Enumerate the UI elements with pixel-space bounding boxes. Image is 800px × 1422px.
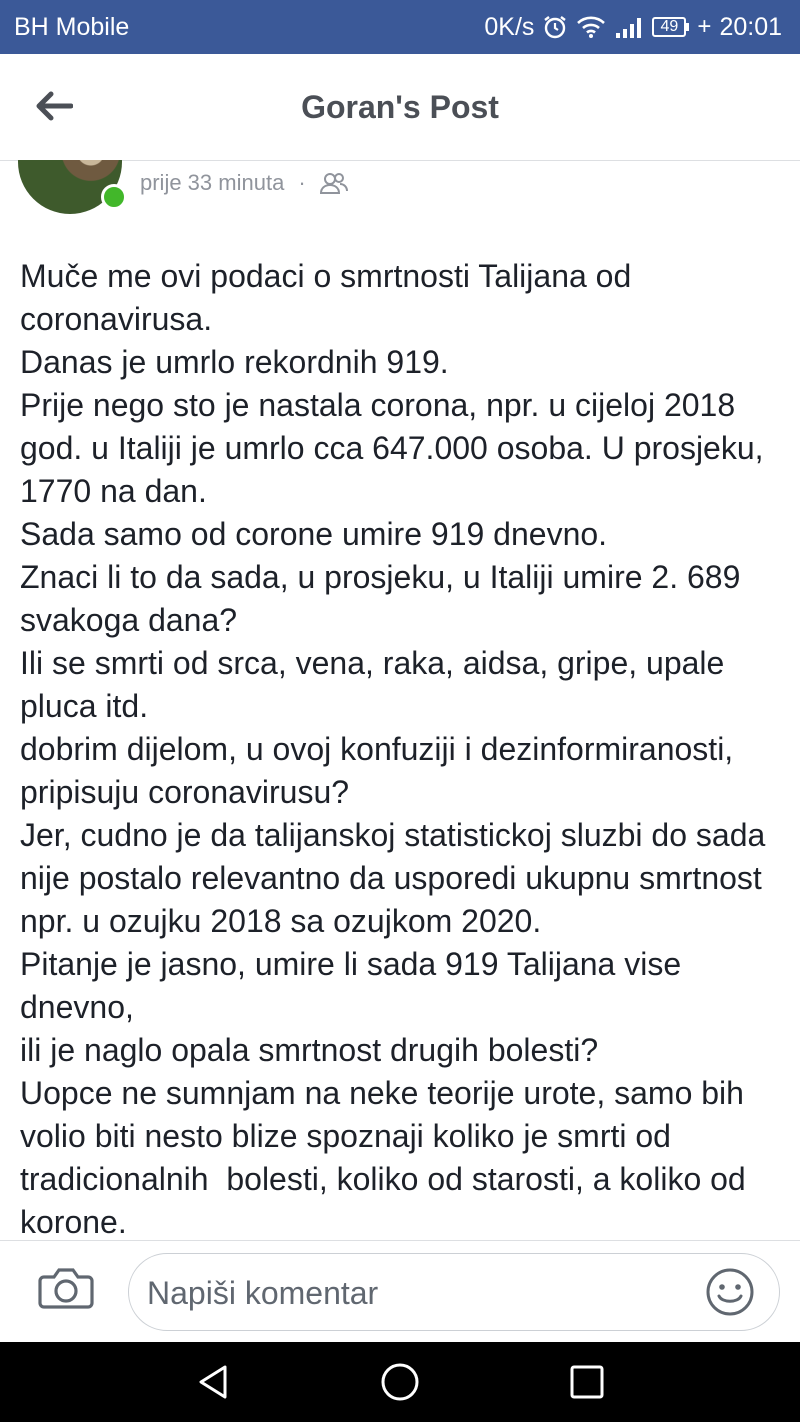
post-paragraph: Pitanje je jasno, umire li sada 919 Talijana vise dnevno, — [20, 946, 691, 1025]
post-paragraph: Sada samo od corone umire 919 dnevno. — [20, 516, 608, 552]
post-paragraph: Jer, cudno je da talijanskoj statistickoj sluzbi do sada nije postalo relevantno da usporedi ukupnu smrtnost npr. u ozujku 2018 sa ozujkom 2020. — [20, 817, 775, 939]
system-nav-bar — [0, 1342, 800, 1422]
clock: 20:01 — [719, 12, 782, 41]
camera-button[interactable] — [38, 1265, 98, 1317]
post-paragraph: Ili se smrti od srca, vena, raka, aidsa, gripe, upale pluca itd. — [20, 645, 734, 724]
status-icons — [484, 13, 782, 42]
post-paragraph: Uopce ne sumnjam na neke teorije urote, samo bih volio biti nesto blize spoznaji koliko je smrti od tradicionalnih bolesti, koliko od starosti, a koliko od korone. — [20, 1075, 755, 1240]
post-header — [0, 54, 800, 161]
battery-icon — [652, 17, 689, 37]
post-paragraph: ili je naglo opala smrtnost drugih bolesti? — [20, 1032, 599, 1068]
post-paragraph: Muče me ovi podaci o smrtnosti Talijana od coronavirusa. — [20, 258, 641, 337]
battery-level: 49 — [652, 17, 686, 37]
camera-icon — [38, 1265, 94, 1311]
post-paragraph: Znaci li to da sada, u prosjeku, u Italiji umire 2. 689 svakoga dana? — [20, 559, 750, 638]
post-paragraph: Danas je umrlo rekordnih 919. — [20, 344, 449, 380]
comment-input-container — [128, 1253, 780, 1331]
post-text — [20, 255, 790, 1244]
online-status-indicator — [101, 184, 127, 210]
page-title: Goran's Post — [301, 88, 499, 125]
nav-home-button[interactable] — [370, 1352, 430, 1412]
smiley-icon — [705, 1267, 755, 1317]
nav-back-button[interactable] — [183, 1352, 243, 1412]
carrier-name: BH Mobile — [14, 12, 130, 41]
alarm-icon — [542, 14, 568, 40]
charging-icon: + — [697, 13, 712, 40]
signal-icon — [614, 15, 644, 39]
post-timestamp[interactable]: prije 33 minuta — [140, 170, 285, 195]
emoji-button[interactable] — [705, 1267, 755, 1317]
friends-icon — [320, 171, 348, 195]
nav-recents-button[interactable] — [557, 1352, 617, 1412]
recents-square-icon — [568, 1363, 606, 1401]
post-paragraph: Prije nego sto je nastala corona, npr. u cijeloj 2018 god. u Italiji je umrlo cca 647.000 osoba. U prosjeku, 1770 na dan. — [20, 387, 773, 509]
comment-bar — [0, 1240, 800, 1342]
back-button[interactable] — [32, 86, 76, 126]
home-circle-icon — [379, 1361, 421, 1403]
back-triangle-icon — [193, 1362, 233, 1402]
status-bar — [0, 0, 800, 54]
comment-input[interactable] — [145, 1254, 689, 1332]
wifi-icon — [576, 15, 606, 39]
post-paragraph: dobrim dijelom, u ovoj konfuziji i dezinformiranosti, pripisuju coronavirusu? — [20, 731, 743, 810]
meta-separator: · — [298, 170, 306, 195]
post-meta-text — [140, 170, 348, 196]
arrow-left-icon — [35, 91, 73, 121]
post-meta — [0, 160, 800, 220]
network-speed: 0K/s — [484, 12, 535, 41]
